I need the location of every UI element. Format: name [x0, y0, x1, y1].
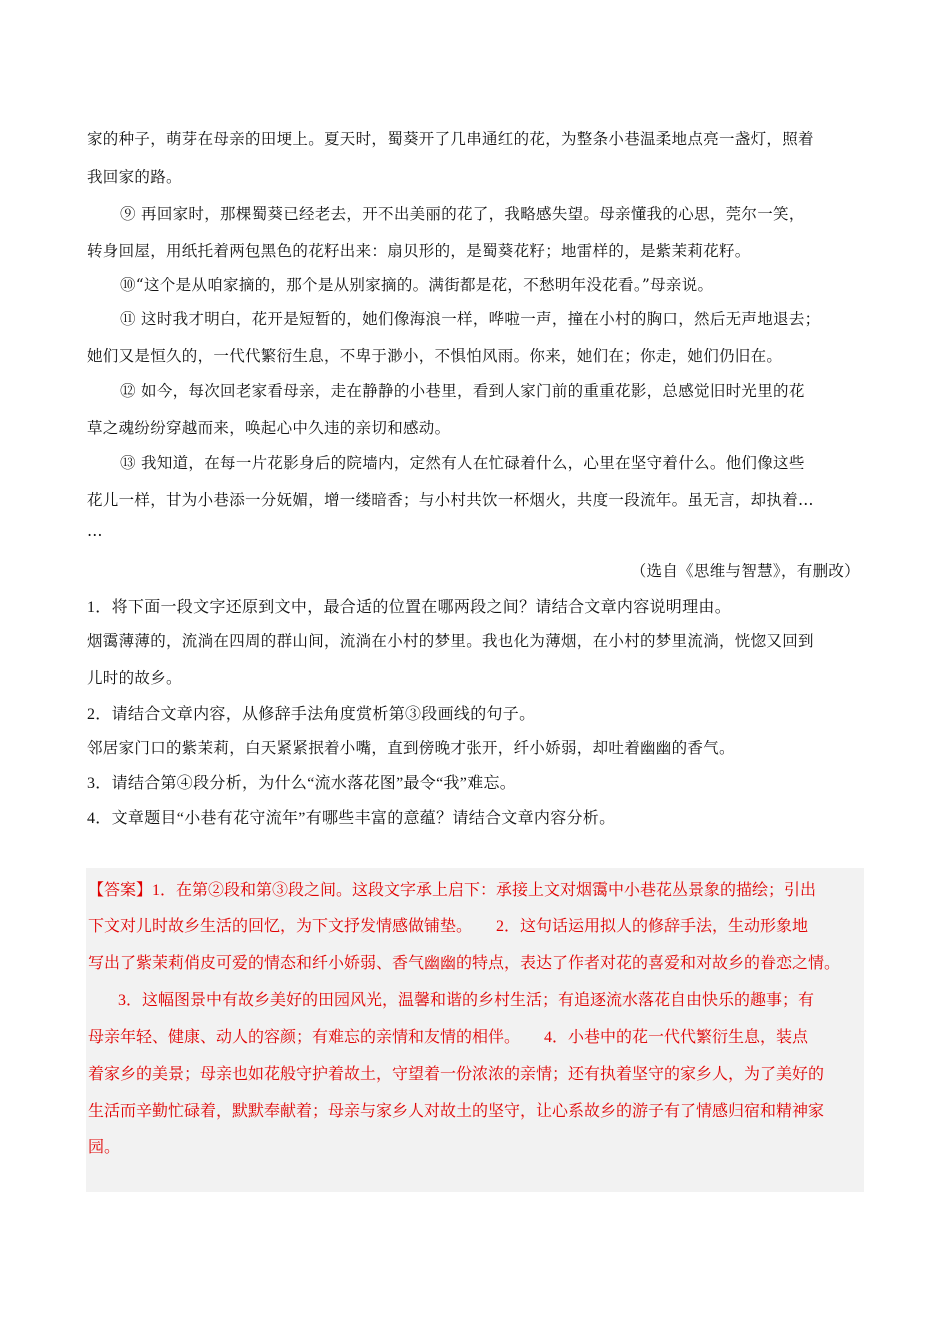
- question-1-text: 儿时的故乡。: [87, 669, 182, 687]
- paragraph-10: ⑩“这个是从咱家摘的，那个是从别家摘的。满街都是花，不愁明年没花看。”母亲说。: [120, 276, 714, 294]
- question-2-text: 邻居家门口的紫茉莉，白天紧紧抿着小嘴，直到傍晚才张开，纤小娇弱，却吐着幽幽的香气。: [87, 739, 735, 757]
- question-1: 1．将下面一段文字还原到文中，最合适的位置在哪两段之间？请结合文章内容说明理由。: [87, 599, 732, 616]
- question-2: 2．请结合文章内容，从修辞手法角度赏析第③段画线的句子。: [87, 706, 536, 723]
- passage-line: 我回家的路。: [87, 168, 182, 186]
- source-citation: （选自《思维与智慧》，有删改）: [630, 562, 860, 580]
- answer-line: 生活而辛勤忙碌着，默默奉献着；母亲与家乡人对故土的坚守，让心系故乡的游子有了情感归宿和精神家: [88, 1103, 825, 1120]
- question-4: 4．文章题目“小巷有花守流年”有哪些丰富的意蕴？请结合文章内容分析。: [87, 810, 616, 827]
- passage-line: 草之魂纷纷穿越而来，唤起心中久违的亲切和感动。: [87, 419, 451, 437]
- paragraph-9: ⑨ 再回家时，那棵蜀葵已经老去，开不出美丽的花了，我略感失望。母亲懂我的心思，莞尔一笑，: [120, 205, 805, 223]
- passage-line: 家的种子，萌芽在母亲的田埂上。夏天时，蜀葵开了几串通红的花，为整条小巷温柔地点亮一盏灯，照着: [87, 130, 814, 148]
- answer-line: 写出了紫茉莉俏皮可爱的情态和纤小娇弱、香气幽幽的特点，表达了作者对花的喜爱和对故乡的眷恋之情。: [88, 955, 841, 972]
- passage-line: 她们又是恒久的，一代代繁衍生息，不卑于渺小，不惧怕风雨。你来，她们在；你走，她们仍旧在。: [87, 347, 783, 365]
- paragraph-11: ⑪ 这时我才明白，花开是短暂的，她们像海浪一样，哗啦一声，撞在小村的胸口，然后无声地退去；: [120, 310, 821, 328]
- answer-line: 【答案】1．在第②段和第③段之间。这段文字承上启下：承接上文对烟霭中小巷花丛景象的描绘；引出: [88, 882, 817, 899]
- question-1-text: 烟霭薄薄的，流淌在四周的群山间，流淌在小村的梦里。我也化为薄烟，在小村的梦里流淌，恍惚又回到: [87, 632, 814, 650]
- paragraph-13: ⑬ 我知道，在每一片花影身后的院墙内，定然有人在忙碌着什么，心里在坚守着什么。他们像这些: [120, 454, 805, 472]
- passage-line: 转身回屋，用纸托着两包黑色的花籽出来：扇贝形的，是蜀葵花籽；地雷样的，是紫茉莉花籽。: [87, 242, 751, 260]
- question-3: 3．请结合第④段分析，为什么“流水落花图”最令“我”难忘。: [87, 775, 517, 792]
- answer-line: 下文对儿时故乡生活的回忆，为下文抒发情感做铺垫。 2．这句话运用拟人的修辞手法，生动形象地: [88, 918, 809, 935]
- passage-line: 花儿一样，甘为小巷添一分妩媚，增一缕暗香；与小村共饮一杯烟火，共度一段流年。虽无言，却执着…: [87, 491, 814, 509]
- passage-line: …: [87, 522, 103, 540]
- paragraph-12: ⑫ 如今，每次回老家看母亲，走在静静的小巷里，看到人家门前的重重花影，总感觉旧时光里的花: [120, 382, 805, 400]
- answer-line: 3．这幅图景中有故乡美好的田园风光，温馨和谐的乡村生活；有追逐流水落花自由快乐的趣事；有: [118, 992, 815, 1009]
- answer-line: 园。: [88, 1139, 121, 1156]
- answer-line: 母亲年轻、健康、动人的容颜；有难忘的亲情和友情的相伴。 4．小巷中的花一代代繁衍生息，装点: [88, 1029, 809, 1046]
- answer-line: 着家乡的美景；母亲也如花般守护着故土，守望着一份浓浓的亲情；还有执着坚守的家乡人，为了美好的: [88, 1066, 825, 1083]
